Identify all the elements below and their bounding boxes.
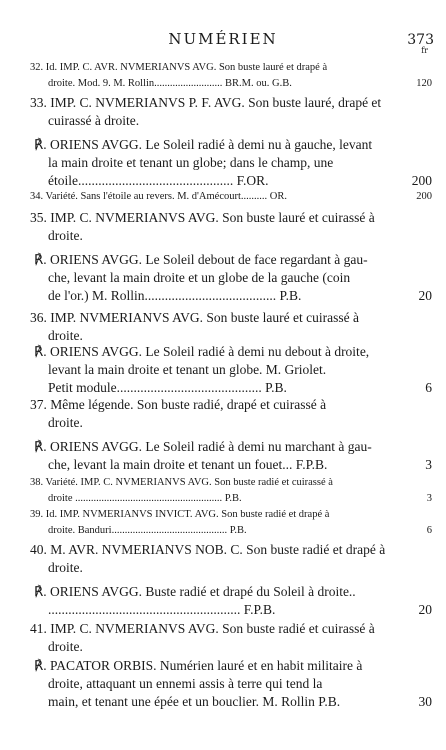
entry-line: droite. xyxy=(48,415,83,430)
entry-line: droite ........................................................ P.B. xyxy=(48,493,242,504)
entry-line: droite. xyxy=(48,560,83,575)
page-number: 373 xyxy=(407,32,434,48)
entry-line: levant la main droite et tenant un globe. M. Griolet. xyxy=(48,362,327,377)
entry-line: ℟. ORIENS AVGG. Le Soleil radié à demi nu marchant à gau- xyxy=(34,439,372,454)
entry-line: ℟. ORIENS AVGG. Le Soleil radié à demi nu debout à droite, xyxy=(34,344,370,359)
entry-line: droite. Mod. 9. M. Rollin.......................... BR.M. ou. G.B. xyxy=(48,78,292,89)
entry-line: étoile.............................................. F.OR. xyxy=(48,173,269,188)
entry-line: 35. IMP. C. NVMERIANVS AVG. Son buste lauré et cuirassé à xyxy=(30,210,375,225)
page-header xyxy=(0,30,446,55)
entry-line: 41. IMP. C. NVMERIANVS AVG. Son buste radié et cuirassé à xyxy=(30,621,375,636)
entry-line: ℟. PACATOR ORBIS. Numérien lauré et en habit militaire à xyxy=(34,658,363,673)
price-value: 3 xyxy=(426,493,432,504)
entry-line: 34. Variété. Sans l'étoile au revers. M. d'Amécourt.......... OR. xyxy=(30,191,287,202)
price-value: 200 xyxy=(411,173,432,188)
entry-line: ℟. ORIENS AVGG. Le Soleil radié à demi nu à gauche, levant xyxy=(34,137,373,152)
price-value: 6 xyxy=(426,525,432,536)
entry-line: main, et tenant une épée et un bouclier. M. Rollin P.B. xyxy=(48,694,341,709)
price-value: 20 xyxy=(418,602,432,617)
entry-line: de l'or.) M. Rollin....................................... P.B. xyxy=(48,288,302,303)
entry-line: ℟. ORIENS AVGG. Buste radié et drapé du Soleil à droite.. xyxy=(34,584,356,599)
entry-line: che, levant la main droite et un globe de la gauche (coin xyxy=(48,270,351,285)
entry-line: 39. Id. IMP. NVMERIANVS INVICT. AVG. Son buste radié et drapé à xyxy=(30,509,330,520)
entry-line: droite. xyxy=(48,228,83,243)
price-value: 30 xyxy=(418,694,432,709)
entry-line: ℟. ORIENS AVGG. Le Soleil debout de face regardant à gau- xyxy=(34,252,368,267)
entry-line: droite. Banduri............................................ P.B. xyxy=(48,525,247,536)
running-title: NUMÉRIEN xyxy=(168,30,278,48)
entry-line: la main droite et tenant un globe; dans le champ, une xyxy=(48,155,334,170)
entry-line: droite, attaquant un ennemi assis à terre qui tend la xyxy=(48,676,323,691)
entry-line: ......................................................... F.P.B. xyxy=(48,602,276,617)
price-value: 120 xyxy=(416,78,432,89)
entry-line: 38. Variété. IMP. C. NVMERIANVS AVG. Son buste radié et cuirassé à xyxy=(30,477,333,488)
entry-line: 40. M. AVR. NVMERIANVS NOB. C. Son buste radié et drapé à xyxy=(30,542,386,557)
entry-line: 37. Même légende. Son buste radié, drapé et cuirassé à xyxy=(30,397,327,412)
price-value: 20 xyxy=(418,288,432,303)
entry-line: 33. IMP. C. NVMERIANVS P. F. AVG. Son buste lauré, drapé et xyxy=(30,95,382,110)
entry-line: che, levant la main droite et tenant un fouet... F.P.B. xyxy=(48,457,328,472)
entry-line: 36. IMP. NVMERIANVS AVG. Son buste lauré et cuirassé à xyxy=(30,310,359,325)
entry-line: droite. xyxy=(48,328,83,343)
price-value: 6 xyxy=(425,380,432,395)
entry-line: cuirassé à droite. xyxy=(48,113,140,128)
column-unit-label: fr xyxy=(421,46,428,55)
entry-line: droite. xyxy=(48,639,83,654)
price-value: 3 xyxy=(425,457,432,472)
entry-line: 32. Id. IMP. C. AVR. NVMERIANVS AVG. Son buste lauré et drapé à xyxy=(30,62,328,73)
price-value: 200 xyxy=(416,191,432,202)
entry-line: Petit module........................................... P.B. xyxy=(48,380,287,395)
